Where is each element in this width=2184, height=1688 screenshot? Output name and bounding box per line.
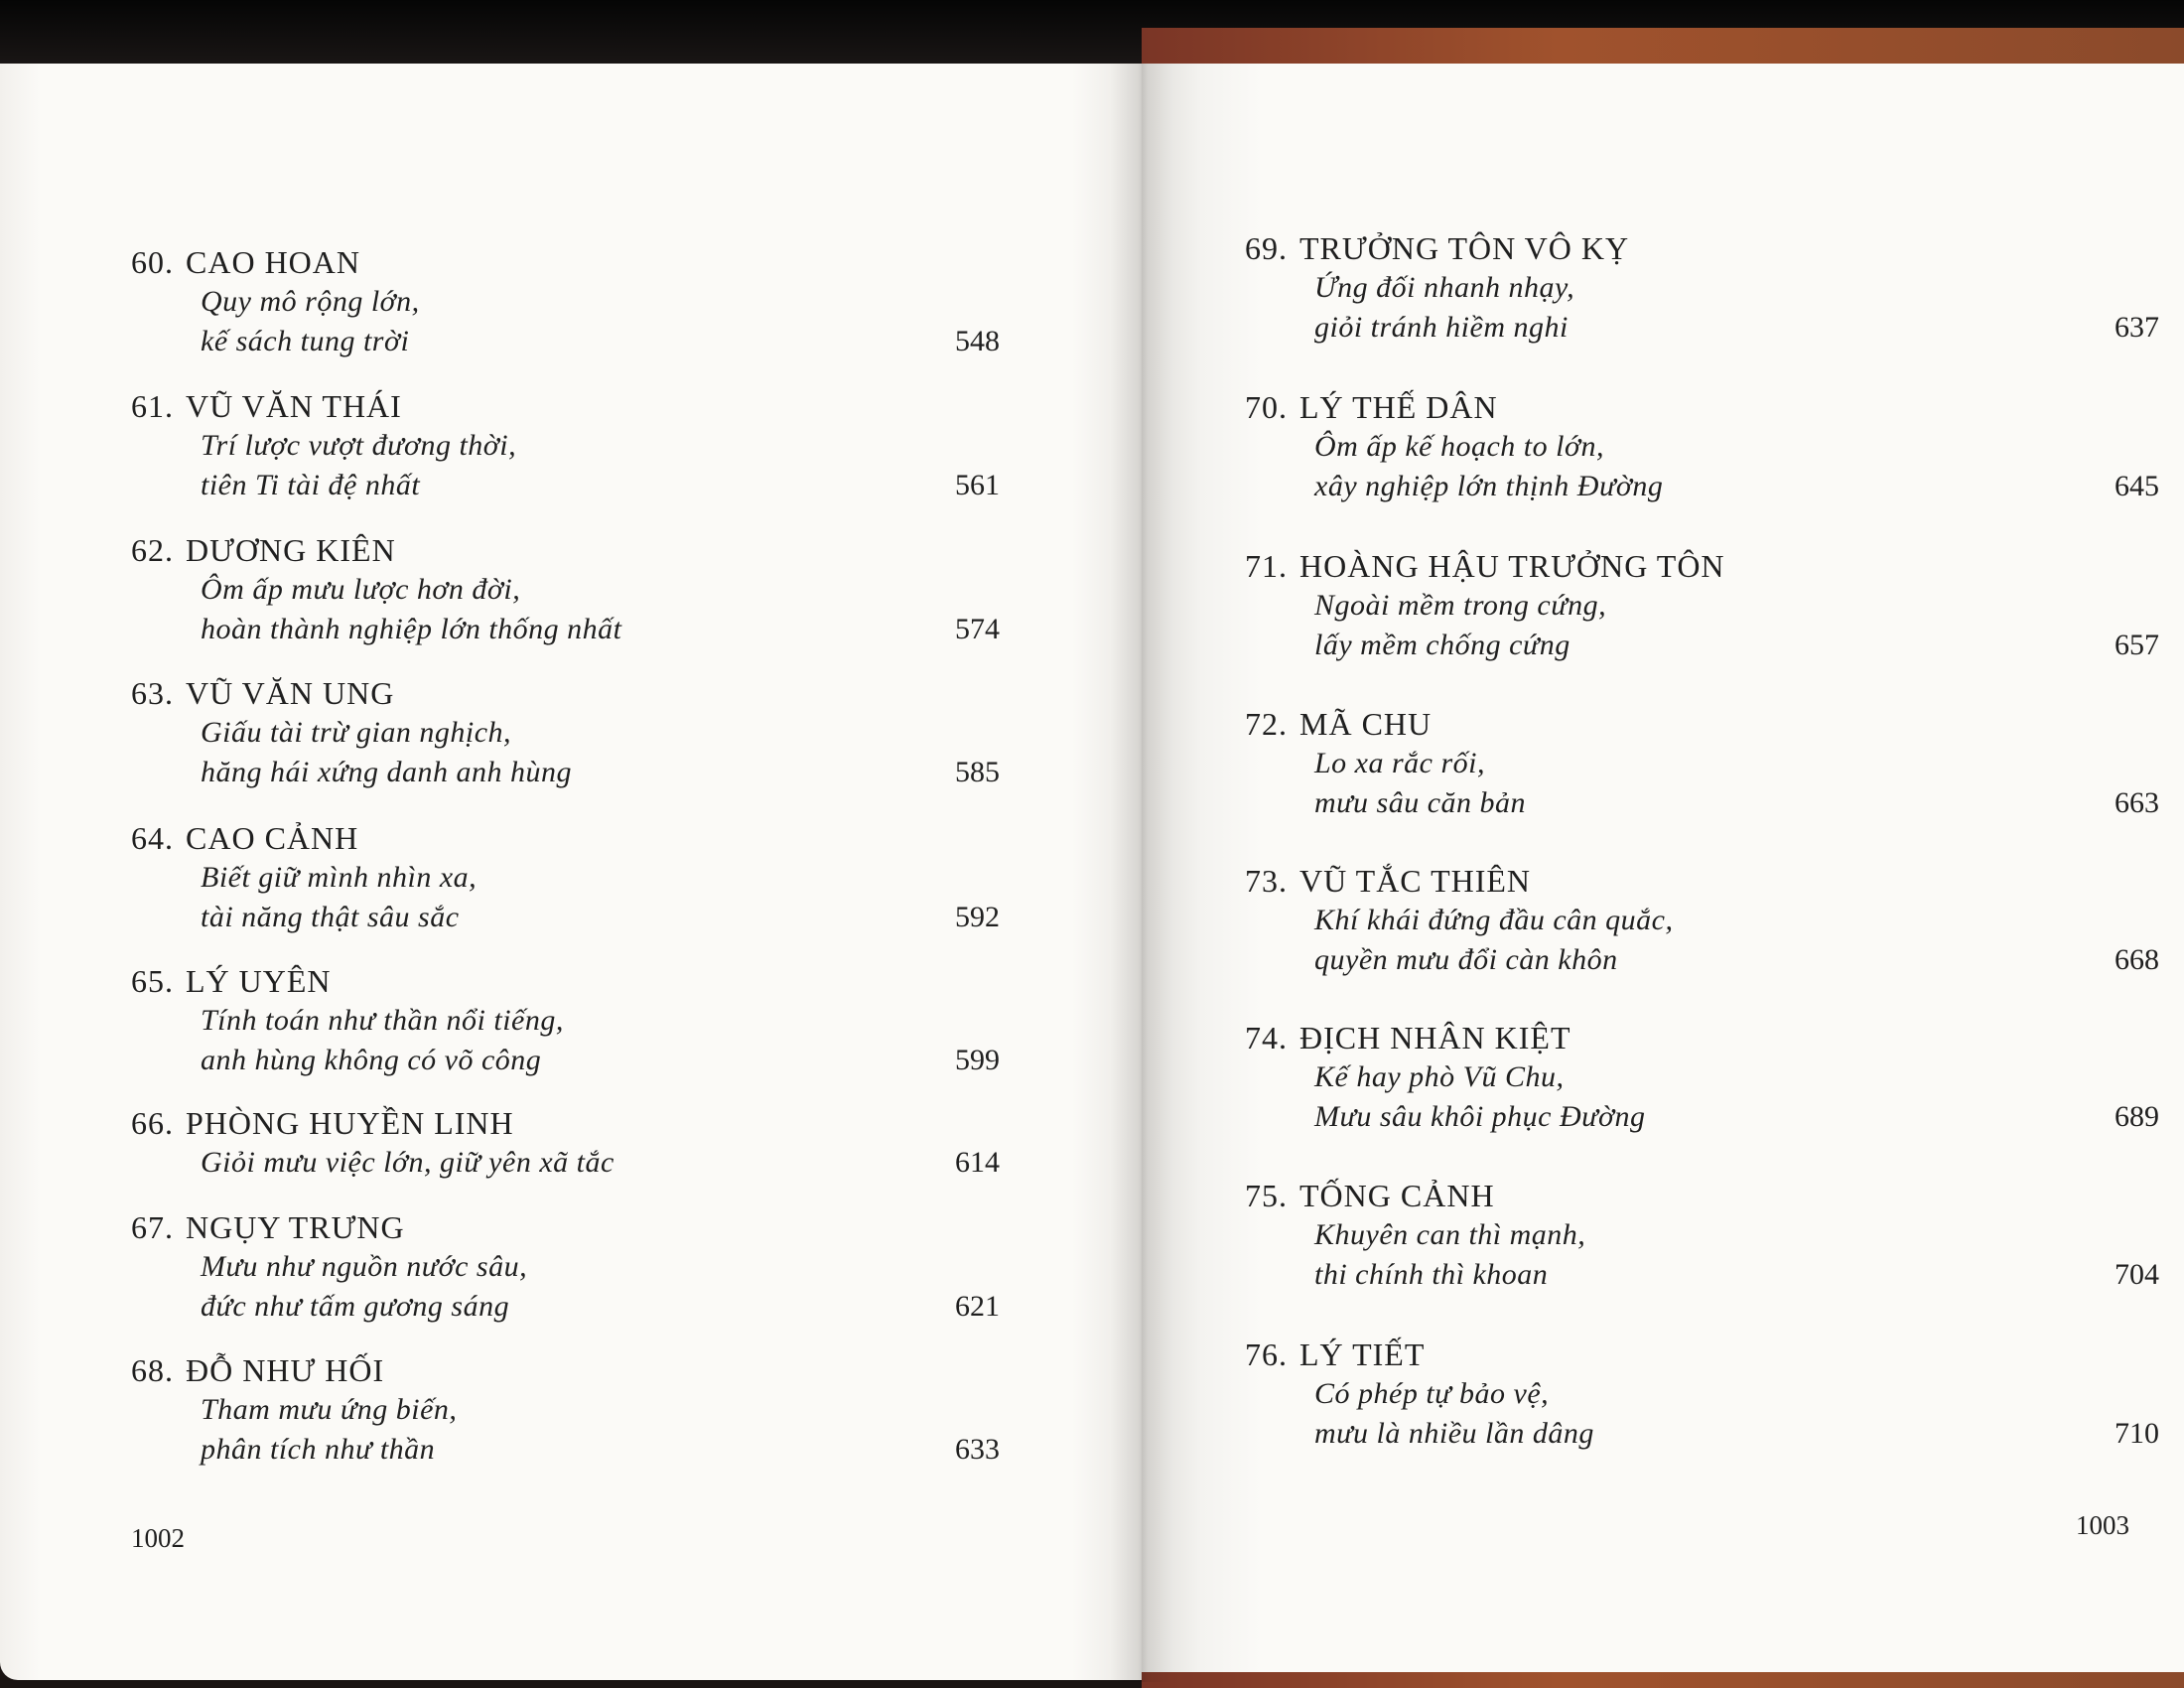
toc-entry	[1245, 1335, 1594, 1454]
toc-entry	[131, 1207, 527, 1327]
toc-entry	[1245, 861, 1674, 980]
toc-entry-page-number: 663	[2115, 786, 2159, 819]
toc-entry-subtitle: tiên Ti tài đệ nhất	[201, 469, 421, 501]
toc-entry-number: 67.	[131, 1209, 174, 1245]
toc-entry-number: 61.	[131, 388, 174, 424]
toc-entry-page-number: 548	[955, 325, 1000, 357]
toc-entry-subtitle: Giấu tài trừ gian nghịch,	[201, 716, 512, 749]
toc-entry	[131, 1350, 457, 1470]
toc-entry-subtitle: Kế hay phò Vũ Chu,	[1314, 1060, 1565, 1093]
toc-entry-subtitle: lấy mềm chống cứng	[1314, 629, 1570, 661]
toc-entry-subtitle: Biết giữ mình nhìn xa,	[201, 861, 478, 894]
left-page	[0, 64, 1142, 1680]
toc-entry-subtitle: Mưu như nguồn nước sâu,	[201, 1250, 528, 1283]
toc-entry-heading	[131, 1207, 527, 1247]
toc-entry-heading	[131, 242, 420, 282]
toc-entry-subtitle: Ôm ấp kế hoạch to lớn,	[1314, 430, 1604, 463]
toc-entry-page-number: 561	[955, 469, 1000, 501]
toc-entry-heading	[1245, 546, 1725, 586]
toc-entry-subtitle: tài năng thật sâu sắc	[201, 901, 460, 933]
toc-entry-number: 69.	[1245, 230, 1288, 266]
toc-entry-subtitle: đức như tấm gương sáng	[201, 1290, 510, 1323]
toc-entry-subtitle: Tính toán như thần nổi tiếng,	[201, 1004, 564, 1037]
toc-entry-heading	[1245, 387, 1663, 427]
toc-entry-title: VŨ VĂN THÁI	[186, 388, 402, 424]
toc-entry-page-number: 710	[2115, 1417, 2159, 1450]
toc-entry-subtitle: Mưu sâu khôi phục Đường	[1314, 1100, 1646, 1133]
toc-entry	[1245, 704, 1526, 823]
toc-entry-heading	[1245, 704, 1526, 744]
toc-entry	[131, 242, 420, 361]
toc-entry-subtitle: quyền mưu đổi càn khôn	[1314, 943, 1618, 976]
toc-entry-heading	[1245, 228, 1629, 268]
toc-entry-number: 65.	[131, 963, 174, 999]
toc-entry-subtitle: Tham mưu ứng biến,	[201, 1393, 458, 1426]
toc-entry-heading	[1245, 1176, 1585, 1215]
toc-entry-subtitle: mưu là nhiều lần dâng	[1314, 1417, 1594, 1450]
toc-entry-number: 64.	[131, 820, 174, 856]
toc-entry-subtitle: Khí khái đứng đầu cân quắc,	[1314, 904, 1674, 936]
toc-entry-number: 75.	[1245, 1178, 1288, 1213]
toc-entry-subtitle: hoàn thành nghiệp lớn thống nhất	[201, 613, 622, 645]
toc-entry	[131, 818, 477, 937]
toc-entry-heading	[1245, 861, 1674, 901]
toc-entry-title: LÝ TIẾT	[1299, 1336, 1426, 1372]
toc-entry-page-number: 668	[2115, 943, 2159, 976]
toc-entry-heading	[131, 1350, 457, 1390]
toc-entry-number: 70.	[1245, 389, 1288, 425]
toc-entry-title: ĐỖ NHƯ HỐI	[186, 1352, 385, 1388]
toc-entry-heading	[131, 1103, 614, 1143]
right-page	[1142, 64, 2184, 1672]
toc-entry-subtitle: anh hùng không có võ công	[201, 1044, 542, 1076]
toc-entry-subtitle: Quy mô rộng lớn,	[201, 285, 420, 318]
toc-entry-page-number: 689	[2115, 1100, 2159, 1133]
toc-entry-title: TỐNG CẢNH	[1299, 1178, 1495, 1213]
toc-entry-heading	[131, 818, 477, 858]
toc-entry-page-number: 614	[955, 1146, 1000, 1179]
toc-entry	[1245, 387, 1663, 506]
toc-entry	[1245, 1018, 1646, 1137]
left-entry-list	[0, 64, 1142, 1680]
toc-entry	[131, 386, 516, 505]
toc-entry-subtitle: Có phép tự bảo vệ,	[1314, 1377, 1550, 1410]
toc-entry-page-number: 574	[955, 613, 1000, 645]
toc-entry-heading	[131, 530, 622, 570]
toc-entry-subtitle: giỏi tránh hiềm nghi	[1314, 311, 1569, 344]
toc-entry-subtitle: Ứng đối nhanh nhạy,	[1314, 271, 1575, 304]
toc-entry-title: DƯƠNG KIÊN	[186, 532, 396, 568]
toc-entry-title: PHÒNG HUYỀN LINH	[186, 1105, 514, 1141]
toc-entry-subtitle: Lo xa rắc rối,	[1314, 747, 1485, 779]
toc-entry-number: 62.	[131, 532, 174, 568]
toc-entry-title: CAO HOAN	[186, 244, 360, 280]
toc-entry-subtitle: thi chính thì khoan	[1314, 1258, 1549, 1291]
toc-entry	[1245, 1176, 1585, 1295]
toc-entry-page-number: 633	[955, 1433, 1000, 1466]
toc-entry-title: VŨ VĂN UNG	[186, 675, 395, 711]
toc-entry-page-number: 621	[955, 1290, 1000, 1323]
toc-entry-title: HOÀNG HẬU TRƯỞNG TÔN	[1299, 548, 1725, 584]
toc-entry	[131, 530, 622, 649]
toc-entry-page-number: 704	[2115, 1258, 2159, 1291]
toc-entry-subtitle: Giỏi mưu việc lớn, giữ yên xã tắc	[201, 1146, 614, 1179]
toc-entry-title: CAO CẢNH	[186, 820, 359, 856]
toc-entry-number: 68.	[131, 1352, 174, 1388]
page-number-left: 1002	[131, 1523, 185, 1553]
toc-entry-heading	[131, 386, 516, 426]
toc-entry-number: 76.	[1245, 1336, 1288, 1372]
toc-entry-title: TRƯỞNG TÔN VÔ KỴ	[1299, 230, 1630, 266]
toc-entry-title: VŨ TẮC THIÊN	[1299, 863, 1532, 899]
toc-entry-page-number: 599	[955, 1044, 1000, 1076]
toc-entry-title: ĐỊCH NHÂN KIỆT	[1299, 1020, 1571, 1055]
toc-entry-title: LÝ UYÊN	[186, 963, 332, 999]
toc-entry-heading	[1245, 1335, 1594, 1374]
page-number-right: 1003	[2076, 1510, 2129, 1540]
book-gutter	[1110, 64, 1173, 1682]
toc-entry	[1245, 228, 1629, 348]
toc-entry-number: 63.	[131, 675, 174, 711]
toc-entry-subtitle: xây nghiệp lớn thịnh Đường	[1314, 470, 1664, 502]
toc-entry-number: 74.	[1245, 1020, 1288, 1055]
toc-entry-number: 72.	[1245, 706, 1288, 742]
toc-entry-number: 60.	[131, 244, 174, 280]
toc-entry-title: NGỤY TRƯNG	[186, 1209, 405, 1245]
toc-entry-page-number: 637	[2115, 311, 2159, 344]
toc-entry-page-number: 585	[955, 756, 1000, 788]
toc-entry-title: MÃ CHU	[1299, 706, 1433, 742]
toc-entry-heading	[131, 961, 564, 1001]
toc-entry	[131, 961, 564, 1080]
toc-entry	[131, 673, 572, 792]
toc-entry-subtitle: Trí lược vượt đương thời,	[201, 429, 517, 462]
toc-entry-subtitle: hăng hái xứng danh anh hùng	[201, 756, 573, 788]
toc-entry	[1245, 546, 1725, 665]
toc-entry-subtitle: Ôm ấp mưu lược hơn đời,	[201, 573, 521, 606]
toc-entry-number: 73.	[1245, 863, 1288, 899]
toc-entry-subtitle: Khuyên can thì mạnh,	[1314, 1218, 1586, 1251]
toc-entry-heading	[131, 673, 572, 713]
toc-entry	[131, 1103, 614, 1183]
toc-entry-number: 66.	[131, 1105, 174, 1141]
toc-entry-page-number: 657	[2115, 629, 2159, 661]
toc-entry-title: LÝ THẾ DÂN	[1299, 389, 1498, 425]
toc-entry-subtitle: phân tích như thần	[201, 1433, 436, 1466]
toc-entry-subtitle: kế sách tung trời	[201, 325, 410, 357]
toc-entry-page-number: 592	[955, 901, 1000, 933]
toc-entry-page-number: 645	[2115, 470, 2159, 502]
toc-entry-number: 71.	[1245, 548, 1288, 584]
toc-entry-subtitle: mưu sâu căn bản	[1314, 786, 1527, 819]
toc-entry-heading	[1245, 1018, 1646, 1057]
right-entry-list	[1142, 64, 2184, 1672]
toc-entry-subtitle: Ngoài mềm trong cứng,	[1314, 589, 1607, 622]
